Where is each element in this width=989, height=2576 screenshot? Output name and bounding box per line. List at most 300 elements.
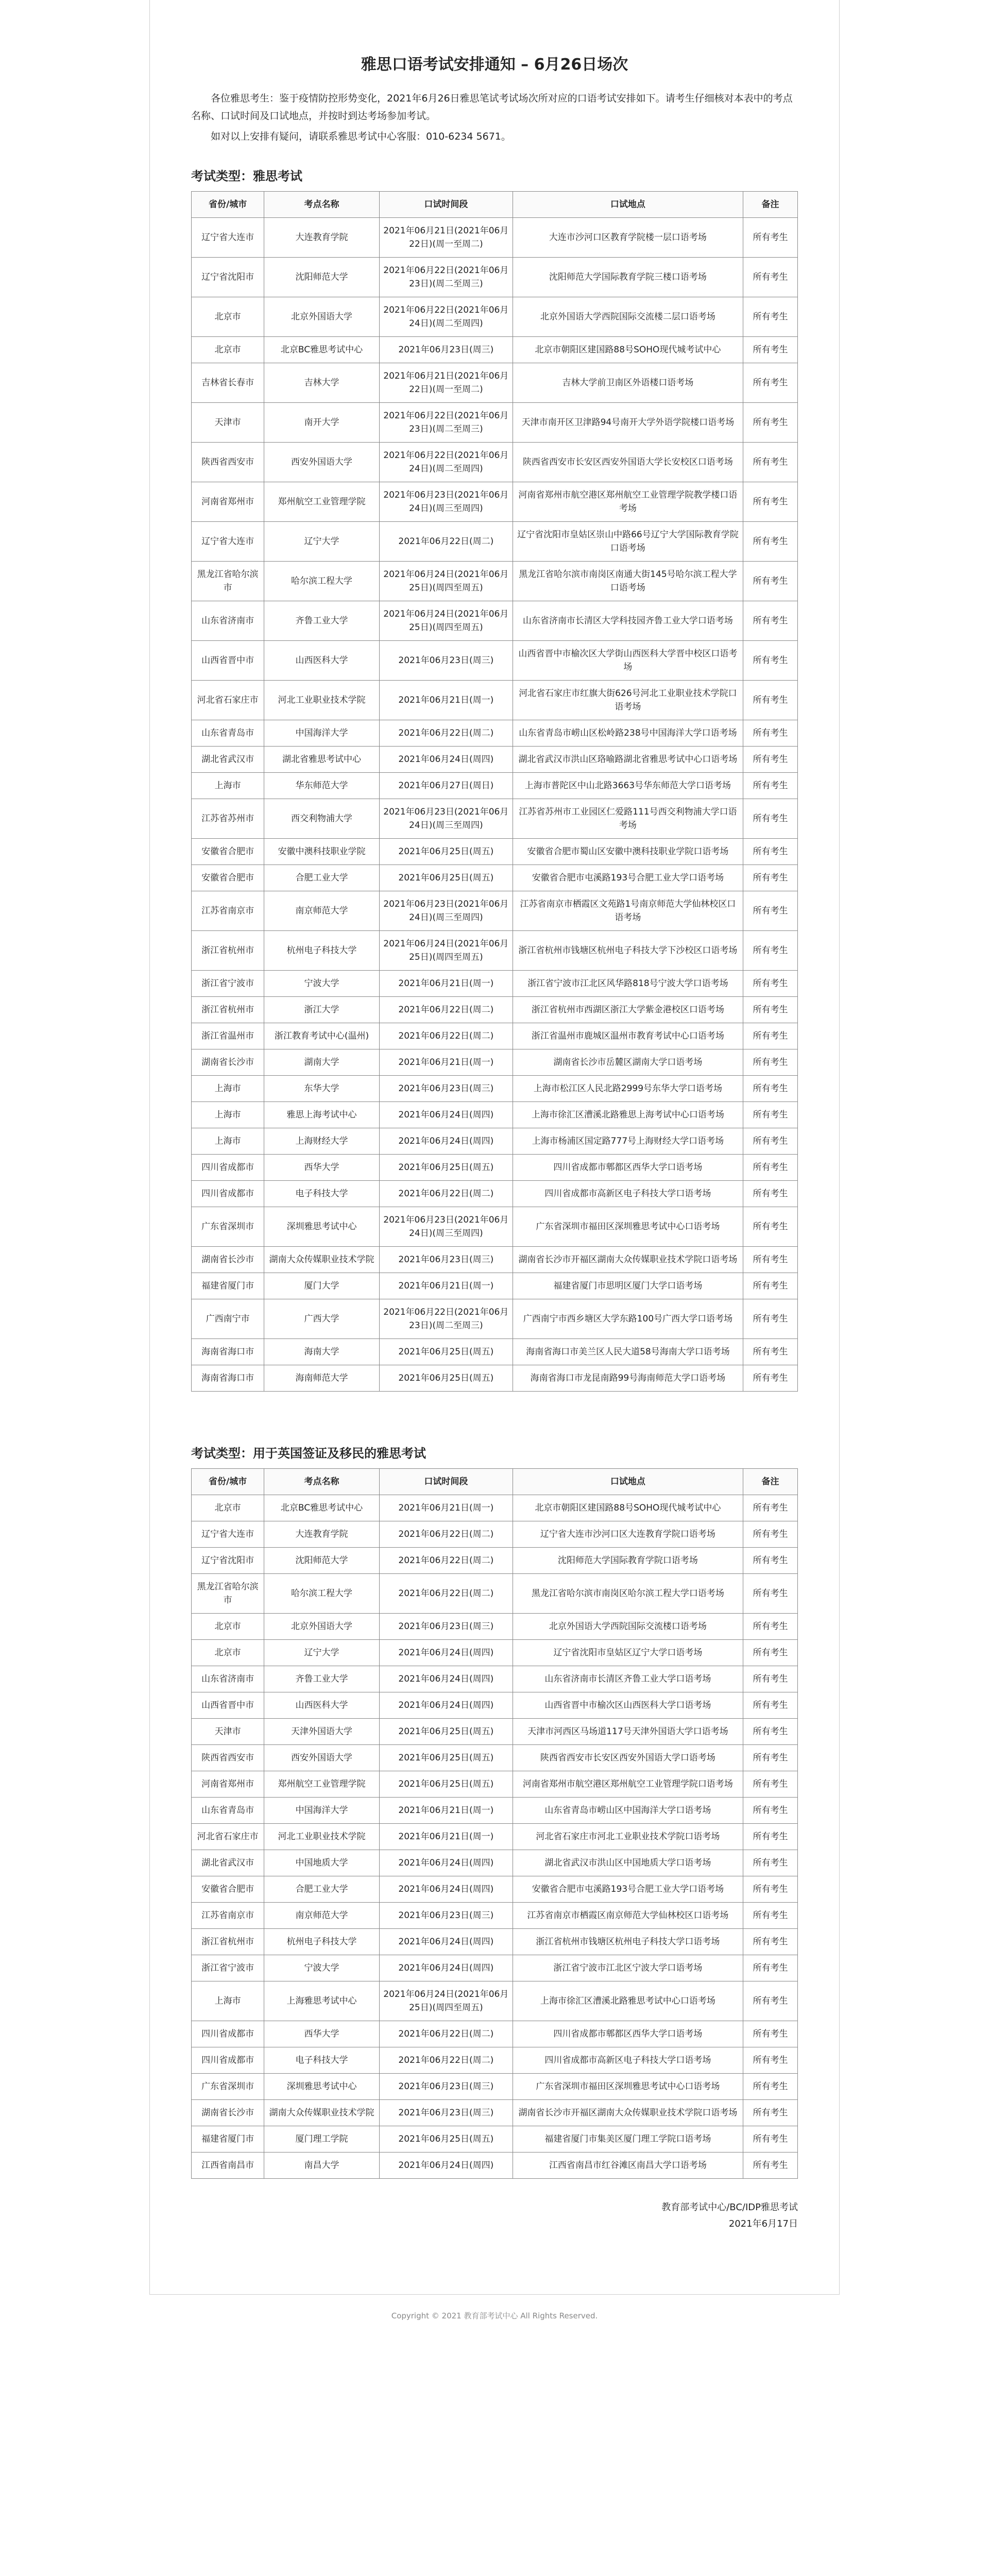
cell-time: 2021年06月21日(2021年06月22日)(周一至周二) bbox=[379, 363, 513, 403]
cell-center: 深圳雅思考试中心 bbox=[264, 1207, 380, 1247]
cell-place: 上海市松江区人民北路2999号东华大学口语考场 bbox=[513, 1076, 743, 1102]
section2-header-row bbox=[192, 1469, 798, 1495]
cell-center: 郑州航空工业管理学院 bbox=[264, 482, 380, 522]
cell-center: 上海雅思考试中心 bbox=[264, 1981, 380, 2021]
cell-place: 安徽省合肥市屯溪路193号合肥工业大学口语考场 bbox=[513, 865, 743, 891]
table-row bbox=[192, 1548, 798, 1574]
cell-city: 辽宁省沈阳市 bbox=[192, 1548, 264, 1574]
table-row bbox=[192, 1049, 798, 1076]
cell-place: 北京市朝阳区建国路88号SOHO现代城考试中心 bbox=[513, 1495, 743, 1521]
cell-place: 黑龙江省哈尔滨市南岗区南通大街145号哈尔滨工程大学口语考场 bbox=[513, 562, 743, 601]
cell-time: 2021年06月24日(周四) bbox=[379, 1955, 513, 1981]
cell-place: 河北省石家庄市红旗大街626号河北工业职业技术学院口语考场 bbox=[513, 681, 743, 720]
cell-note: 所有考生 bbox=[743, 2047, 798, 2074]
cell-city: 江西省南昌市 bbox=[192, 2153, 264, 2179]
table-row bbox=[192, 482, 798, 522]
cell-note: 所有考生 bbox=[743, 1023, 798, 1049]
cell-center: 雅思上海考试中心 bbox=[264, 1102, 380, 1128]
cell-center: 河北工业职业技术学院 bbox=[264, 1824, 380, 1850]
cell-note: 所有考生 bbox=[743, 1692, 798, 1719]
cell-place: 辽宁省沈阳市皇姑区辽宁大学口语考场 bbox=[513, 1640, 743, 1666]
cell-city: 北京市 bbox=[192, 1614, 264, 1640]
table-row bbox=[192, 1023, 798, 1049]
cell-place: 陕西省西安市长安区西安外国语大学口语考场 bbox=[513, 1745, 743, 1771]
cell-time: 2021年06月22日(2021年06月23日)(周二至周三) bbox=[379, 1299, 513, 1339]
cell-center: 西华大学 bbox=[264, 2021, 380, 2047]
cell-note: 所有考生 bbox=[743, 1719, 798, 1745]
table-row bbox=[192, 1365, 798, 1392]
cell-city: 福建省厦门市 bbox=[192, 1273, 264, 1299]
cell-time: 2021年06月22日(2021年06月23日)(周二至周三) bbox=[379, 403, 513, 443]
table-row bbox=[192, 1574, 798, 1614]
cell-city: 湖北省武汉市 bbox=[192, 1850, 264, 1876]
cell-city: 北京市 bbox=[192, 337, 264, 363]
footer-date: 2021年6月17日 bbox=[728, 2218, 798, 2229]
cell-center: 宁波大学 bbox=[264, 1955, 380, 1981]
cell-note: 所有考生 bbox=[743, 2074, 798, 2100]
cell-place: 广西南宁市西乡塘区大学东路100号广西大学口语考场 bbox=[513, 1299, 743, 1339]
cell-center: 天津外国语大学 bbox=[264, 1719, 380, 1745]
table-row bbox=[192, 1719, 798, 1745]
cell-place: 浙江省杭州市西湖区浙江大学紫金港校区口语考场 bbox=[513, 997, 743, 1023]
cell-time: 2021年06月25日(周五) bbox=[379, 1365, 513, 1392]
cell-center: 电子科技大学 bbox=[264, 2047, 380, 2074]
cell-center: 湖南大学 bbox=[264, 1049, 380, 1076]
cell-time: 2021年06月23日(周三) bbox=[379, 1614, 513, 1640]
cell-city: 浙江省温州市 bbox=[192, 1023, 264, 1049]
cell-note: 所有考生 bbox=[743, 1771, 798, 1798]
table-row bbox=[192, 2021, 798, 2047]
cell-time: 2021年06月22日(周二) bbox=[379, 1574, 513, 1614]
cell-city: 广东省深圳市 bbox=[192, 2074, 264, 2100]
cell-note: 所有考生 bbox=[743, 337, 798, 363]
cell-time: 2021年06月27日(周日) bbox=[379, 773, 513, 799]
cell-center: 北京BC雅思考试中心 bbox=[264, 1495, 380, 1521]
cell-note: 所有考生 bbox=[743, 799, 798, 839]
table-row bbox=[192, 601, 798, 641]
table-row bbox=[192, 1640, 798, 1666]
cell-center: 吉林大学 bbox=[264, 363, 380, 403]
cell-time: 2021年06月24日(周四) bbox=[379, 1929, 513, 1955]
cell-note: 所有考生 bbox=[743, 1745, 798, 1771]
cell-note: 所有考生 bbox=[743, 2153, 798, 2179]
cell-time: 2021年06月22日(周二) bbox=[379, 2047, 513, 2074]
cell-place: 上海市杨浦区国定路777号上海财经大学口语考场 bbox=[513, 1128, 743, 1155]
cell-time: 2021年06月24日(周四) bbox=[379, 747, 513, 773]
cell-note: 所有考生 bbox=[743, 1299, 798, 1339]
cell-place: 浙江省温州市鹿城区温州市教育考试中心口语考场 bbox=[513, 1023, 743, 1049]
table-row bbox=[192, 720, 798, 747]
cell-center: 厦门理工学院 bbox=[264, 2126, 380, 2153]
cell-time: 2021年06月24日(周四) bbox=[379, 1128, 513, 1155]
cell-time: 2021年06月21日(周一) bbox=[379, 1049, 513, 1076]
table-row bbox=[192, 1771, 798, 1798]
cell-city: 黑龙江省哈尔滨市 bbox=[192, 1574, 264, 1614]
cell-note: 所有考生 bbox=[743, 997, 798, 1023]
cell-place: 湖北省武汉市洪山区珞喻路湖北省雅思考试中心口语考场 bbox=[513, 747, 743, 773]
table-row bbox=[192, 1798, 798, 1824]
cell-place: 广东省深圳市福田区深圳雅思考试中心口语考场 bbox=[513, 1207, 743, 1247]
table-row bbox=[192, 1929, 798, 1955]
cell-note: 所有考生 bbox=[743, 1798, 798, 1824]
cell-time: 2021年06月24日(2021年06月25日)(周四至周五) bbox=[379, 931, 513, 971]
cell-note: 所有考生 bbox=[743, 1102, 798, 1128]
cell-time: 2021年06月22日(周二) bbox=[379, 1521, 513, 1548]
cell-time: 2021年06月22日(周二) bbox=[379, 1181, 513, 1207]
table-row bbox=[192, 839, 798, 865]
cell-city: 河北省石家庄市 bbox=[192, 681, 264, 720]
cell-time: 2021年06月25日(周五) bbox=[379, 865, 513, 891]
cell-place: 浙江省宁波市江北区宁波大学口语考场 bbox=[513, 1955, 743, 1981]
cell-time: 2021年06月22日(周二) bbox=[379, 2021, 513, 2047]
cell-time: 2021年06月23日(周三) bbox=[379, 641, 513, 681]
table-row bbox=[192, 1692, 798, 1719]
cell-note: 所有考生 bbox=[743, 839, 798, 865]
cell-center: 海南师范大学 bbox=[264, 1365, 380, 1392]
cell-center: 南京师范大学 bbox=[264, 1903, 380, 1929]
cell-center: 湖南大众传媒职业技术学院 bbox=[264, 2100, 380, 2126]
cell-time: 2021年06月25日(周五) bbox=[379, 1719, 513, 1745]
cell-place: 四川省成都市郫都区西华大学口语考场 bbox=[513, 2021, 743, 2047]
cell-time: 2021年06月23日(2021年06月24日)(周三至周四) bbox=[379, 1207, 513, 1247]
cell-place: 陕西省西安市长安区西安外国语大学长安校区口语考场 bbox=[513, 443, 743, 482]
table-row bbox=[192, 1299, 798, 1339]
table-row bbox=[192, 1247, 798, 1273]
table-row bbox=[192, 2153, 798, 2179]
cell-time: 2021年06月22日(2021年06月23日)(周二至周三) bbox=[379, 258, 513, 297]
table-row bbox=[192, 1181, 798, 1207]
cell-city: 江苏省苏州市 bbox=[192, 799, 264, 839]
cell-place: 天津市河西区马场道117号天津外国语大学口语考场 bbox=[513, 1719, 743, 1745]
table-row bbox=[192, 891, 798, 931]
header-time: 口试时间段 bbox=[379, 1469, 513, 1495]
table-row bbox=[192, 2074, 798, 2100]
cell-city: 陕西省西安市 bbox=[192, 443, 264, 482]
cell-center: 北京外国语大学 bbox=[264, 1614, 380, 1640]
cell-center: 南昌大学 bbox=[264, 2153, 380, 2179]
cell-time: 2021年06月21日(周一) bbox=[379, 1798, 513, 1824]
cell-place: 浙江省杭州市钱塘区杭州电子科技大学下沙校区口语考场 bbox=[513, 931, 743, 971]
cell-note: 所有考生 bbox=[743, 1903, 798, 1929]
cell-place: 山东省济南市长清区齐鲁工业大学口语考场 bbox=[513, 1666, 743, 1692]
table-row bbox=[192, 1076, 798, 1102]
cell-note: 所有考生 bbox=[743, 1548, 798, 1574]
cell-city: 湖南省长沙市 bbox=[192, 1049, 264, 1076]
table-row bbox=[192, 562, 798, 601]
cell-center: 哈尔滨工程大学 bbox=[264, 1574, 380, 1614]
cell-time: 2021年06月23日(周三) bbox=[379, 2100, 513, 2126]
cell-note: 所有考生 bbox=[743, 1495, 798, 1521]
cell-center: 北京外国语大学 bbox=[264, 297, 380, 337]
cell-note: 所有考生 bbox=[743, 562, 798, 601]
cell-note: 所有考生 bbox=[743, 1850, 798, 1876]
cell-place: 海南省海口市美兰区人民大道58号海南大学口语考场 bbox=[513, 1339, 743, 1365]
cell-city: 四川省成都市 bbox=[192, 2047, 264, 2074]
cell-place: 山东省青岛市崂山区松岭路238号中国海洋大学口语考场 bbox=[513, 720, 743, 747]
cell-note: 所有考生 bbox=[743, 747, 798, 773]
cell-time: 2021年06月22日(2021年06月24日)(周二至周四) bbox=[379, 297, 513, 337]
cell-place: 江苏省苏州市工业园区仁爱路111号西交利物浦大学口语考场 bbox=[513, 799, 743, 839]
cell-place: 北京市朝阳区建国路88号SOHO现代城考试中心 bbox=[513, 337, 743, 363]
cell-center: 宁波大学 bbox=[264, 971, 380, 997]
header-place: 口试地点 bbox=[513, 1469, 743, 1495]
cell-city: 海南省海口市 bbox=[192, 1365, 264, 1392]
cell-time: 2021年06月25日(周五) bbox=[379, 1771, 513, 1798]
cell-center: 齐鲁工业大学 bbox=[264, 1666, 380, 1692]
cell-place: 四川省成都市高新区电子科技大学口语考场 bbox=[513, 1181, 743, 1207]
cell-note: 所有考生 bbox=[743, 2021, 798, 2047]
cell-note: 所有考生 bbox=[743, 1666, 798, 1692]
cell-city: 山东省青岛市 bbox=[192, 1798, 264, 1824]
table-row bbox=[192, 1745, 798, 1771]
cell-place: 山东省青岛市崂山区中国海洋大学口语考场 bbox=[513, 1798, 743, 1824]
cell-time: 2021年06月22日(周二) bbox=[379, 720, 513, 747]
cell-city: 四川省成都市 bbox=[192, 1181, 264, 1207]
cell-note: 所有考生 bbox=[743, 865, 798, 891]
cell-city: 河北省石家庄市 bbox=[192, 1824, 264, 1850]
cell-city: 上海市 bbox=[192, 1076, 264, 1102]
cell-center: 海南大学 bbox=[264, 1339, 380, 1365]
cell-place: 大连市沙河口区教育学院楼一层口语考场 bbox=[513, 218, 743, 258]
cell-note: 所有考生 bbox=[743, 1981, 798, 2021]
cell-city: 山东省济南市 bbox=[192, 1666, 264, 1692]
table-row bbox=[192, 773, 798, 799]
cell-center: 西交利物浦大学 bbox=[264, 799, 380, 839]
cell-time: 2021年06月25日(周五) bbox=[379, 2126, 513, 2153]
cell-center: 河北工业职业技术学院 bbox=[264, 681, 380, 720]
cell-center: 厦门大学 bbox=[264, 1273, 380, 1299]
section1-table bbox=[191, 191, 798, 1392]
table-row bbox=[192, 337, 798, 363]
cell-center: 中国地质大学 bbox=[264, 1850, 380, 1876]
table-row bbox=[192, 443, 798, 482]
cell-place: 河南省郑州市航空港区郑州航空工业管理学院教学楼口语考场 bbox=[513, 482, 743, 522]
cell-note: 所有考生 bbox=[743, 482, 798, 522]
cell-city: 四川省成都市 bbox=[192, 1155, 264, 1181]
header-place: 口试地点 bbox=[513, 192, 743, 218]
intro-paragraph: 各位雅思考生：鉴于疫情防控形势变化，2021年6月26日雅思笔试考试场次所对应的口语考试安排如下。请考生仔细核对本表中的考点名称、口试时间及口试地点，并按时到达考场参加考试。 bbox=[191, 93, 793, 122]
cell-note: 所有考生 bbox=[743, 1824, 798, 1850]
cell-note: 所有考生 bbox=[743, 1640, 798, 1666]
table-row bbox=[192, 1850, 798, 1876]
header-center: 考点名称 bbox=[264, 192, 380, 218]
cell-time: 2021年06月25日(周五) bbox=[379, 839, 513, 865]
cell-city: 广东省深圳市 bbox=[192, 1207, 264, 1247]
table-row bbox=[192, 1273, 798, 1299]
cell-time: 2021年06月22日(周二) bbox=[379, 1548, 513, 1574]
table-row bbox=[192, 865, 798, 891]
cell-center: 齐鲁工业大学 bbox=[264, 601, 380, 641]
cell-center: 西安外国语大学 bbox=[264, 443, 380, 482]
cell-city: 上海市 bbox=[192, 1128, 264, 1155]
cell-center: 山西医科大学 bbox=[264, 1692, 380, 1719]
cell-place: 黑龙江省哈尔滨市南岗区哈尔滨工程大学口语考场 bbox=[513, 1574, 743, 1614]
cell-note: 所有考生 bbox=[743, 1247, 798, 1273]
cell-city: 辽宁省大连市 bbox=[192, 218, 264, 258]
table-row bbox=[192, 1955, 798, 1981]
cell-place: 河北省石家庄市河北工业职业技术学院口语考场 bbox=[513, 1824, 743, 1850]
table-row bbox=[192, 297, 798, 337]
cell-center: 山西医科大学 bbox=[264, 641, 380, 681]
table-row bbox=[192, 363, 798, 403]
cell-center: 湖南大众传媒职业技术学院 bbox=[264, 1247, 380, 1273]
cell-note: 所有考生 bbox=[743, 931, 798, 971]
cell-note: 所有考生 bbox=[743, 641, 798, 681]
cell-center: 中国海洋大学 bbox=[264, 720, 380, 747]
cell-center: 东华大学 bbox=[264, 1076, 380, 1102]
cell-note: 所有考生 bbox=[743, 1365, 798, 1392]
cell-place: 广东省深圳市福田区深圳雅思考试中心口语考场 bbox=[513, 2074, 743, 2100]
cell-place: 天津市南开区卫津路94号南开大学外语学院楼口语考场 bbox=[513, 403, 743, 443]
table-row bbox=[192, 1128, 798, 1155]
header-note: 备注 bbox=[743, 1469, 798, 1495]
table-row bbox=[192, 1903, 798, 1929]
table-row bbox=[192, 1876, 798, 1903]
table-row bbox=[192, 2047, 798, 2074]
cell-center: 沈阳师范大学 bbox=[264, 1548, 380, 1574]
cell-center: 大连教育学院 bbox=[264, 218, 380, 258]
cell-note: 所有考生 bbox=[743, 1339, 798, 1365]
cell-note: 所有考生 bbox=[743, 720, 798, 747]
cell-time: 2021年06月21日(2021年06月22日)(周一至周二) bbox=[379, 218, 513, 258]
cell-note: 所有考生 bbox=[743, 297, 798, 337]
cell-time: 2021年06月25日(周五) bbox=[379, 1155, 513, 1181]
cell-note: 所有考生 bbox=[743, 891, 798, 931]
cell-city: 四川省成都市 bbox=[192, 2021, 264, 2047]
cell-place: 四川省成都市高新区电子科技大学口语考场 bbox=[513, 2047, 743, 2074]
cell-center: 合肥工业大学 bbox=[264, 1876, 380, 1903]
cell-time: 2021年06月21日(周一) bbox=[379, 1824, 513, 1850]
table-row bbox=[192, 681, 798, 720]
cell-note: 所有考生 bbox=[743, 1155, 798, 1181]
cell-time: 2021年06月22日(周二) bbox=[379, 1023, 513, 1049]
cell-time: 2021年06月24日(周四) bbox=[379, 1876, 513, 1903]
cell-note: 所有考生 bbox=[743, 443, 798, 482]
cell-city: 上海市 bbox=[192, 773, 264, 799]
cell-city: 黑龙江省哈尔滨市 bbox=[192, 562, 264, 601]
intro-contact: 如对以上安排有疑问，请联系雅思考试中心客服：010-6234 5671。 bbox=[211, 131, 511, 142]
footer-org: 教育部考试中心/BC/IDP雅思考试 bbox=[661, 2202, 798, 2213]
cell-center: 哈尔滨工程大学 bbox=[264, 562, 380, 601]
cell-note: 所有考生 bbox=[743, 1273, 798, 1299]
cell-note: 所有考生 bbox=[743, 773, 798, 799]
table-row bbox=[192, 1339, 798, 1365]
cell-center: 北京BC雅思考试中心 bbox=[264, 337, 380, 363]
cell-time: 2021年06月24日(2021年06月25日)(周四至周五) bbox=[379, 601, 513, 641]
cell-place: 湖南省长沙市岳麓区湖南大学口语考场 bbox=[513, 1049, 743, 1076]
cell-time: 2021年06月25日(周五) bbox=[379, 1339, 513, 1365]
cell-note: 所有考生 bbox=[743, 1614, 798, 1640]
cell-city: 广西南宁市 bbox=[192, 1299, 264, 1339]
cell-place: 浙江省杭州市钱塘区杭州电子科技大学口语考场 bbox=[513, 1929, 743, 1955]
table-row bbox=[192, 971, 798, 997]
cell-time: 2021年06月23日(2021年06月24日)(周三至周四) bbox=[379, 799, 513, 839]
cell-center: 辽宁大学 bbox=[264, 1640, 380, 1666]
cell-place: 江苏省南京市栖霞区文苑路1号南京师范大学仙林校区口语考场 bbox=[513, 891, 743, 931]
cell-time: 2021年06月24日(2021年06月25日)(周四至周五) bbox=[379, 562, 513, 601]
table-row bbox=[192, 1155, 798, 1181]
cell-center: 安徽中澳科技职业学院 bbox=[264, 839, 380, 865]
copyright: Copyright © 2021 教育部考试中心 All Rights Reserved. bbox=[391, 2311, 598, 2320]
section2-rows bbox=[192, 1495, 798, 2179]
cell-city: 浙江省宁波市 bbox=[192, 971, 264, 997]
header-city: 省份/城市 bbox=[192, 192, 264, 218]
cell-time: 2021年06月21日(周一) bbox=[379, 681, 513, 720]
cell-center: 南京师范大学 bbox=[264, 891, 380, 931]
cell-city: 北京市 bbox=[192, 1495, 264, 1521]
section1-header-row bbox=[192, 192, 798, 218]
table-row bbox=[192, 2126, 798, 2153]
cell-time: 2021年06月22日(周二) bbox=[379, 522, 513, 562]
cell-time: 2021年06月24日(周四) bbox=[379, 1692, 513, 1719]
cell-time: 2021年06月24日(周四) bbox=[379, 1666, 513, 1692]
notice-container bbox=[149, 0, 840, 2295]
cell-city: 吉林省长春市 bbox=[192, 363, 264, 403]
cell-place: 上海市徐汇区漕溪北路雅思上海考试中心口语考场 bbox=[513, 1102, 743, 1128]
cell-note: 所有考生 bbox=[743, 971, 798, 997]
table-row bbox=[192, 2100, 798, 2126]
cell-city: 浙江省宁波市 bbox=[192, 1955, 264, 1981]
cell-place: 江苏省南京市栖霞区南京师范大学仙林校区口语考场 bbox=[513, 1903, 743, 1929]
cell-center: 浙江教育考试中心(温州) bbox=[264, 1023, 380, 1049]
cell-place: 海南省海口市龙昆南路99号海南师范大学口语考场 bbox=[513, 1365, 743, 1392]
cell-time: 2021年06月25日(周五) bbox=[379, 1745, 513, 1771]
cell-city: 浙江省杭州市 bbox=[192, 931, 264, 971]
footer bbox=[191, 2199, 798, 2232]
cell-place: 福建省厦门市思明区厦门大学口语考场 bbox=[513, 1273, 743, 1299]
cell-time: 2021年06月23日(周三) bbox=[379, 1247, 513, 1273]
cell-place: 安徽省合肥市蜀山区安徽中澳科技职业学院口语考场 bbox=[513, 839, 743, 865]
cell-note: 所有考生 bbox=[743, 681, 798, 720]
cell-time: 2021年06月24日(周四) bbox=[379, 1640, 513, 1666]
cell-place: 上海市徐汇区漕溪北路雅思考试中心口语考场 bbox=[513, 1981, 743, 2021]
header-center: 考点名称 bbox=[264, 1469, 380, 1495]
table-row bbox=[192, 1666, 798, 1692]
cell-city: 河南省郑州市 bbox=[192, 482, 264, 522]
cell-city: 江苏省南京市 bbox=[192, 1903, 264, 1929]
cell-center: 大连教育学院 bbox=[264, 1521, 380, 1548]
cell-place: 上海市普陀区中山北路3663号华东师范大学口语考场 bbox=[513, 773, 743, 799]
cell-place: 北京外国语大学西院国际交流楼二层口语考场 bbox=[513, 297, 743, 337]
cell-center: 深圳雅思考试中心 bbox=[264, 2074, 380, 2100]
cell-time: 2021年06月23日(周三) bbox=[379, 337, 513, 363]
table-row bbox=[192, 799, 798, 839]
cell-center: 南开大学 bbox=[264, 403, 380, 443]
cell-place: 安徽省合肥市屯溪路193号合肥工业大学口语考场 bbox=[513, 1876, 743, 1903]
cell-note: 所有考生 bbox=[743, 1076, 798, 1102]
cell-center: 沈阳师范大学 bbox=[264, 258, 380, 297]
table-row bbox=[192, 931, 798, 971]
cell-note: 所有考生 bbox=[743, 522, 798, 562]
header-note: 备注 bbox=[743, 192, 798, 218]
cell-note: 所有考生 bbox=[743, 1574, 798, 1614]
cell-city: 安徽省合肥市 bbox=[192, 839, 264, 865]
cell-city: 山西省晋中市 bbox=[192, 1692, 264, 1719]
cell-city: 安徽省合肥市 bbox=[192, 1876, 264, 1903]
cell-place: 湖南省长沙市开福区湖南大众传媒职业技术学院口语考场 bbox=[513, 1247, 743, 1273]
cell-note: 所有考生 bbox=[743, 1207, 798, 1247]
cell-place: 江西省南昌市红谷滩区南昌大学口语考场 bbox=[513, 2153, 743, 2179]
cell-city: 辽宁省大连市 bbox=[192, 522, 264, 562]
cell-note: 所有考生 bbox=[743, 1955, 798, 1981]
cell-city: 河南省郑州市 bbox=[192, 1771, 264, 1798]
cell-time: 2021年06月22日(2021年06月24日)(周二至周四) bbox=[379, 443, 513, 482]
cell-city: 浙江省杭州市 bbox=[192, 997, 264, 1023]
table-row bbox=[192, 997, 798, 1023]
cell-city: 海南省海口市 bbox=[192, 1339, 264, 1365]
cell-note: 所有考生 bbox=[743, 1049, 798, 1076]
cell-time: 2021年06月23日(周三) bbox=[379, 2074, 513, 2100]
